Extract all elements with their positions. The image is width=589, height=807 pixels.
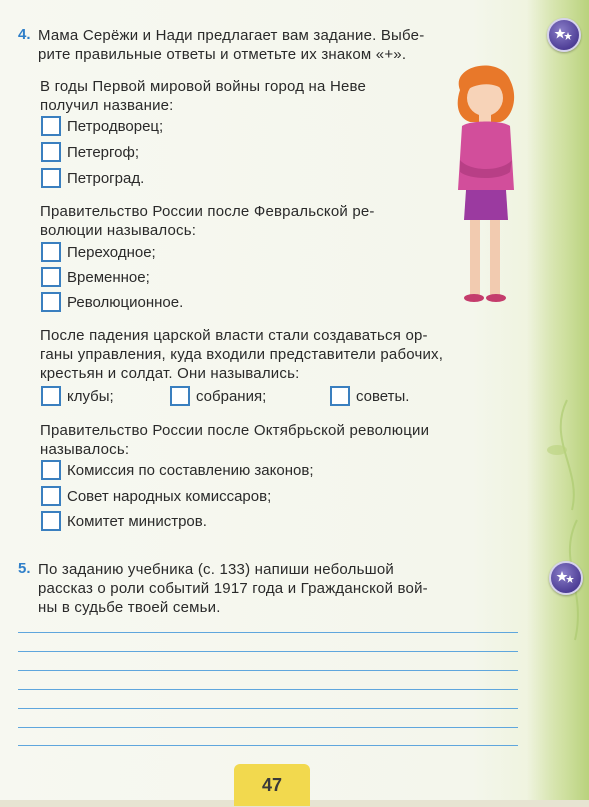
checkbox[interactable] xyxy=(41,267,61,287)
option-label: клубы; xyxy=(67,387,114,405)
option-q2-1[interactable] xyxy=(41,242,156,262)
task-4-number: 4. xyxy=(18,26,31,43)
option-label: Переходное; xyxy=(67,243,156,261)
stars-icon xyxy=(556,570,576,586)
option-q1-3[interactable] xyxy=(41,168,144,188)
leaf-decoration xyxy=(527,380,589,680)
option-q2-2[interactable] xyxy=(41,267,150,287)
question-1 xyxy=(40,77,460,115)
page-number: 47 xyxy=(234,764,310,806)
task-4-intro-line-1: Мама Серёжи и Нади предлагает вам задание. Выбе- xyxy=(38,27,425,44)
checkbox[interactable] xyxy=(41,511,61,531)
writing-line[interactable] xyxy=(18,651,518,652)
task-5-line-1: По заданию учебника (с. 133) напиши небольшой xyxy=(38,561,394,578)
writing-line[interactable] xyxy=(18,632,518,633)
checkbox[interactable] xyxy=(41,168,61,188)
option-q3-3[interactable] xyxy=(330,386,409,406)
question-4 xyxy=(40,421,520,459)
option-label: Революционное. xyxy=(67,293,184,311)
option-q4-3[interactable] xyxy=(41,511,207,531)
writing-line[interactable] xyxy=(18,727,518,728)
option-label: Комитет министров. xyxy=(67,512,207,530)
option-q2-3[interactable] xyxy=(41,292,183,312)
option-q3-1[interactable] xyxy=(41,386,114,406)
option-q4-2[interactable] xyxy=(41,486,271,506)
writing-line[interactable] xyxy=(18,689,518,690)
question-3-line-1: После падения царской власти стали создаваться ор- xyxy=(40,327,428,344)
option-label: Петроград. xyxy=(67,169,145,187)
writing-line[interactable] xyxy=(18,745,518,746)
option-q1-1[interactable] xyxy=(41,116,163,136)
option-q3-2[interactable] xyxy=(170,386,266,406)
task-5-line-3: ны в судьбе твоей семьи. xyxy=(38,599,221,616)
task-5-text xyxy=(38,560,518,617)
checkbox[interactable] xyxy=(41,460,61,480)
checkbox[interactable] xyxy=(41,386,61,406)
checkbox[interactable] xyxy=(41,292,61,312)
option-label: собрания; xyxy=(196,387,267,405)
question-4-line-1: Правительство России после Октябрьской революции xyxy=(40,422,430,439)
checkbox[interactable] xyxy=(41,242,61,262)
question-3 xyxy=(40,326,520,383)
star-badge-icon xyxy=(549,561,583,595)
task-5-line-2: рассказ о роли событий 1917 года и Гражданской вой- xyxy=(38,580,428,597)
task-4-intro xyxy=(38,26,518,64)
option-label: Петергоф; xyxy=(67,143,140,161)
checkbox[interactable] xyxy=(330,386,350,406)
star-badge-icon xyxy=(547,18,581,52)
option-label: Временное; xyxy=(67,268,150,286)
task-5-number: 5. xyxy=(18,560,31,577)
option-label: Петродворец; xyxy=(67,117,164,135)
task-4-intro-line-2: рите правильные ответы и отметьте их знаком «+». xyxy=(38,46,407,63)
checkbox[interactable] xyxy=(41,486,61,506)
question-2-line-2: волюции называлось: xyxy=(40,222,197,239)
question-4-line-2: называлось: xyxy=(40,441,130,458)
stars-icon xyxy=(554,27,574,43)
option-label: советы. xyxy=(356,387,410,405)
option-label: Комиссия по составлению законов; xyxy=(67,461,314,479)
option-q1-2[interactable] xyxy=(41,142,139,162)
question-1-line-2: получил название: xyxy=(40,97,174,114)
option-label: Совет народных комиссаров; xyxy=(67,487,272,505)
checkbox[interactable] xyxy=(41,116,61,136)
question-3-line-2: ганы управления, куда входили представители рабочих, xyxy=(40,346,444,363)
writing-line[interactable] xyxy=(18,670,518,671)
checkbox[interactable] xyxy=(170,386,190,406)
option-q4-1[interactable] xyxy=(41,460,313,480)
writing-line[interactable] xyxy=(18,708,518,709)
question-2 xyxy=(40,202,460,240)
question-3-line-3: крестьян и солдат. Они назывались: xyxy=(40,365,300,382)
question-2-line-1: Правительство России после Февральской ре- xyxy=(40,203,375,220)
checkbox[interactable] xyxy=(41,142,61,162)
question-1-line-1: В годы Первой мировой войны город на Неве xyxy=(40,78,367,95)
